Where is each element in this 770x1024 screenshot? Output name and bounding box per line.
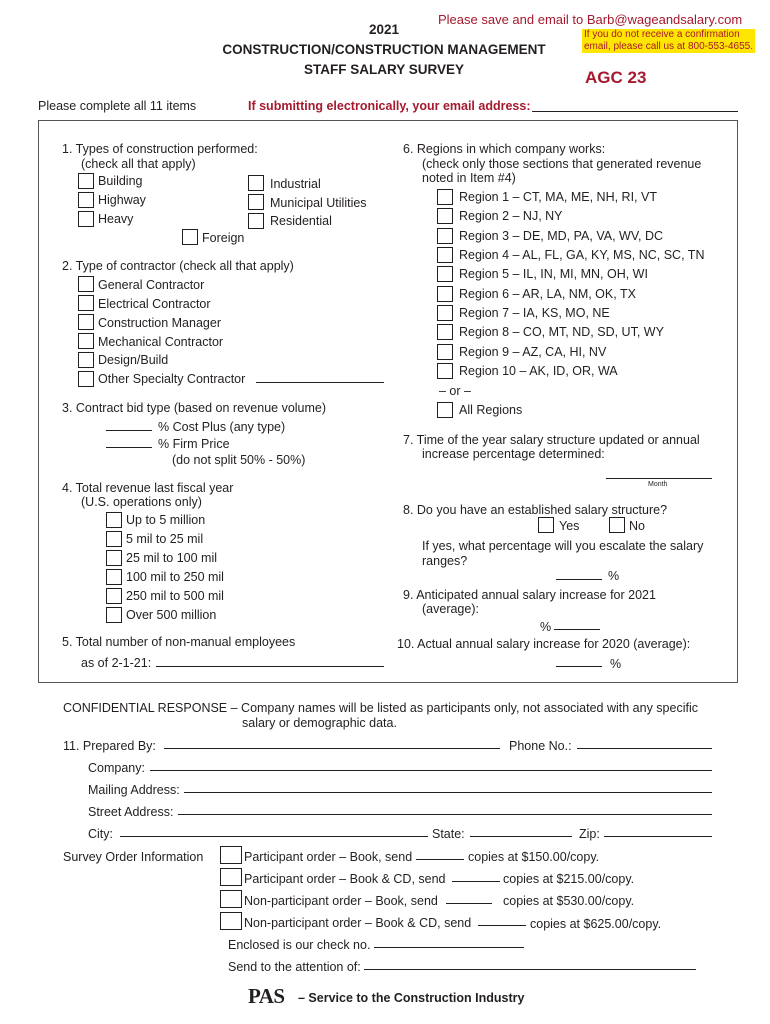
label-all-regions: All Regions — [459, 403, 523, 417]
checkbox-no[interactable] — [609, 517, 625, 533]
q5-title: 5. Total number of non-manual employees — [62, 635, 296, 649]
label-other-specialty: Other Specialty Contractor — [98, 372, 246, 386]
order-3-price: copies at $530.00/copy. — [503, 894, 635, 908]
email-prompt: If submitting electronically, your email address: — [248, 99, 531, 113]
q3-title: 3. Contract bid type (based on revenue volume) — [62, 401, 327, 415]
phone-field[interactable] — [577, 748, 712, 749]
checkbox-highway[interactable] — [78, 192, 94, 208]
checkbox-5-to-25-mil[interactable] — [106, 531, 122, 547]
checkbox-region-2[interactable] — [437, 208, 453, 224]
month-caption: Month — [648, 481, 668, 488]
order-4-copies-field[interactable] — [478, 925, 526, 926]
checkbox-order-4[interactable] — [220, 912, 242, 930]
order-3-copies-field[interactable] — [446, 903, 492, 904]
company-label: Company: — [88, 761, 145, 775]
q9-sub: (average): — [422, 602, 479, 616]
label-region-3: Region 3 – DE, MD, PA, VA, WV, DC — [459, 229, 664, 243]
label-25-to-100-mil: 25 mil to 100 mil — [126, 551, 218, 565]
complete-all-note: Please complete all 11 items — [38, 99, 197, 113]
checkbox-region-1[interactable] — [437, 189, 453, 205]
actual-increase-field[interactable] — [556, 666, 602, 667]
prepared-by-field[interactable] — [164, 748, 500, 749]
q7-title: 7. Time of the year salary structure updated or annual — [403, 433, 700, 447]
state-label: State: — [432, 827, 465, 841]
label-residential: Residential — [270, 214, 332, 228]
q4-sub: (U.S. operations only) — [81, 495, 202, 509]
checkbox-yes[interactable] — [538, 517, 554, 533]
month-field[interactable] — [606, 478, 712, 479]
survey-year: 2021 — [368, 22, 400, 37]
order-1-text: Participant order – Book, send — [244, 850, 413, 864]
zip-field[interactable] — [604, 836, 712, 837]
q9-percent-sign: % — [540, 620, 552, 634]
q9-title: 9. Anticipated annual salary increase for 2021 — [403, 588, 656, 602]
order-2-text: Participant order – Book & CD, send — [244, 872, 446, 886]
checkbox-order-2[interactable] — [220, 868, 242, 886]
prepared-by-label: 11. Prepared By: — [63, 739, 156, 753]
label-region-1: Region 1 – CT, MA, ME, NH, RI, VT — [459, 190, 657, 204]
attention-field[interactable] — [364, 969, 696, 970]
label-over-500-million: Over 500 million — [126, 608, 217, 622]
confidential-line-2: salary or demographic data. — [242, 716, 397, 730]
checkbox-industrial[interactable] — [248, 175, 264, 191]
escalate-percent-field[interactable] — [556, 579, 602, 580]
label-region-2: Region 2 – NJ, NY — [459, 209, 563, 223]
order-1-price: copies at $150.00/copy. — [468, 850, 600, 864]
zip-label: Zip: — [579, 827, 600, 841]
label-cost-plus: % Cost Plus (any type) — [158, 420, 286, 434]
label-no: No — [629, 519, 645, 533]
label-firm-price: % Firm Price — [158, 437, 230, 451]
q10-title: 10. Actual annual salary increase for 2020 (average): — [397, 637, 691, 651]
q10-percent-sign: % — [610, 657, 622, 671]
label-mechanical-contractor: Mechanical Contractor — [98, 335, 224, 349]
checkbox-region-9[interactable] — [437, 344, 453, 360]
checkbox-municipal-utilities[interactable] — [248, 194, 264, 210]
label-100-to-250-mil: 100 mil to 250 mil — [126, 570, 224, 584]
label-region-10: Region 10 – AK, ID, OR, WA — [459, 364, 618, 378]
label-highway: Highway — [98, 193, 146, 207]
city-field[interactable] — [120, 836, 428, 837]
checkbox-order-1[interactable] — [220, 846, 242, 864]
save-email-note: Please save and email to Barb@wageandsalary.com — [438, 12, 743, 27]
checkbox-construction-manager[interactable] — [78, 314, 94, 330]
mailing-address-field[interactable] — [184, 792, 712, 793]
street-address-field[interactable] — [178, 814, 712, 815]
survey-title-line-1: CONSTRUCTION/CONSTRUCTION MANAGEMENT — [222, 42, 546, 57]
q1-title: 1. Types of construction performed: — [62, 142, 258, 156]
survey-title-line-2: STAFF SALARY SURVEY — [303, 62, 465, 77]
label-region-7: Region 7 – IA, KS, MO, NE — [459, 306, 610, 320]
confidential-line-1: CONFIDENTIAL RESPONSE – Company names will be listed as participants only, not associated with any specific — [63, 701, 698, 715]
label-up-to-5-million: Up to 5 million — [126, 513, 206, 527]
street-address-label: Street Address: — [88, 805, 174, 819]
label-region-5: Region 5 – IL, IN, MI, MN, OH, WI — [459, 267, 648, 281]
state-field[interactable] — [470, 836, 572, 837]
escalate-percent-sign: % — [608, 569, 620, 583]
checkbox-design-build[interactable] — [78, 352, 94, 368]
pas-logo: PAS — [248, 984, 285, 1008]
order-3-text: Non-participant order – Book, send — [244, 894, 438, 908]
label-electrical-contractor: Electrical Contractor — [98, 297, 211, 311]
checkbox-residential[interactable] — [248, 213, 264, 229]
checkbox-region-6[interactable] — [437, 286, 453, 302]
checkbox-region-7[interactable] — [437, 305, 453, 321]
or-separator: – or – — [439, 384, 471, 398]
label-heavy: Heavy — [98, 212, 134, 226]
order-1-copies-field[interactable] — [416, 859, 464, 860]
anticipated-increase-field[interactable] — [554, 629, 600, 630]
attention-label: Send to the attention of: — [228, 960, 361, 974]
q4-title: 4. Total revenue last fiscal year — [62, 481, 234, 495]
checkbox-mechanical-contractor[interactable] — [78, 333, 94, 349]
q8-ifyes-2: ranges? — [422, 554, 468, 568]
q1-sub: (check all that apply) — [81, 157, 196, 171]
label-region-6: Region 6 – AR, LA, NM, OK, TX — [459, 287, 636, 301]
mailing-address-label: Mailing Address: — [88, 783, 180, 797]
checkbox-other-specialty[interactable] — [78, 371, 94, 387]
checkbox-over-500-million[interactable] — [106, 607, 122, 623]
checkbox-up-to-5-million[interactable] — [106, 512, 122, 528]
checkbox-electrical-contractor[interactable] — [78, 295, 94, 311]
label-5-to-25-mil: 5 mil to 25 mil — [126, 532, 204, 546]
firm-price-field[interactable] — [106, 447, 152, 448]
order-4-text: Non-participant order – Book & CD, send — [244, 916, 472, 930]
checkbox-order-3[interactable] — [220, 890, 242, 908]
label-250-to-500-mil: 250 mil to 500 mil — [126, 589, 224, 603]
footer-tagline: – Service to the Construction Industry — [298, 991, 525, 1005]
company-field[interactable] — [150, 770, 712, 771]
q7-sub: increase percentage determined: — [422, 447, 605, 461]
checkbox-heavy[interactable] — [78, 211, 94, 227]
check-number-label: Enclosed is our check no. — [228, 938, 371, 952]
checkbox-general-contractor[interactable] — [78, 276, 94, 292]
q2-title: 2. Type of contractor (check all that apply) — [62, 259, 294, 273]
checkbox-region-8[interactable] — [437, 324, 453, 340]
cost-plus-field[interactable] — [106, 430, 152, 431]
label-municipal-utilities: Municipal Utilities — [270, 196, 367, 210]
email-field[interactable] — [532, 111, 738, 112]
other-specialty-field[interactable] — [256, 382, 384, 383]
label-design-build: Design/Build — [98, 353, 169, 367]
q8-ifyes-1: If yes, what percentage will you escalate the salary — [422, 539, 704, 553]
order-4-price: copies at $625.00/copy. — [530, 917, 662, 931]
label-region-8: Region 8 – CO, MT, ND, SD, UT, WY — [459, 325, 664, 339]
check-number-field[interactable] — [374, 947, 524, 948]
order-info-label: Survey Order Information — [63, 850, 204, 864]
confirmation-line-2: email, please call us at 800-553-4655. — [584, 41, 753, 52]
q6-sub-1: (check only those sections that generated revenue — [422, 157, 702, 171]
checkbox-region-10[interactable] — [437, 363, 453, 379]
label-region-9: Region 9 – AZ, CA, HI, NV — [459, 345, 607, 359]
checkbox-foreign[interactable] — [182, 229, 198, 245]
checkbox-region-5[interactable] — [437, 266, 453, 282]
confirmation-note — [582, 29, 755, 53]
checkbox-25-to-100-mil[interactable] — [106, 550, 122, 566]
checkbox-100-to-250-mil[interactable] — [106, 569, 122, 585]
order-2-copies-field[interactable] — [452, 881, 500, 882]
phone-label: Phone No.: — [509, 739, 572, 753]
label-industrial: Industrial — [270, 177, 321, 191]
checkbox-building[interactable] — [78, 173, 94, 189]
label-general-contractor: General Contractor — [98, 278, 205, 292]
checkbox-250-to-500-mil[interactable] — [106, 588, 122, 604]
checkbox-region-4[interactable] — [437, 247, 453, 263]
checkbox-region-3[interactable] — [437, 228, 453, 244]
confirmation-line-1: If you do not receive a confirmation — [584, 29, 740, 40]
order-2-price: copies at $215.00/copy. — [503, 872, 635, 886]
city-label: City: — [88, 827, 113, 841]
label-construction-manager: Construction Manager — [98, 316, 221, 330]
q6-sub-2: noted in Item #4) — [422, 171, 516, 185]
checkbox-all-regions[interactable] — [437, 402, 453, 418]
label-yes: Yes — [559, 519, 580, 533]
q3-note: (do not split 50% - 50%) — [172, 453, 306, 467]
employee-count-field[interactable] — [156, 666, 384, 667]
survey-code: AGC 23 — [585, 68, 647, 87]
q6-title: 6. Regions in which company works: — [403, 142, 606, 156]
q5-asof: as of 2-1-21: — [81, 656, 152, 670]
label-building: Building — [98, 174, 143, 188]
label-region-4: Region 4 – AL, FL, GA, KY, MS, NC, SC, TN — [459, 248, 705, 262]
label-foreign: Foreign — [202, 231, 245, 245]
q8-title: 8. Do you have an established salary structure? — [403, 503, 668, 517]
